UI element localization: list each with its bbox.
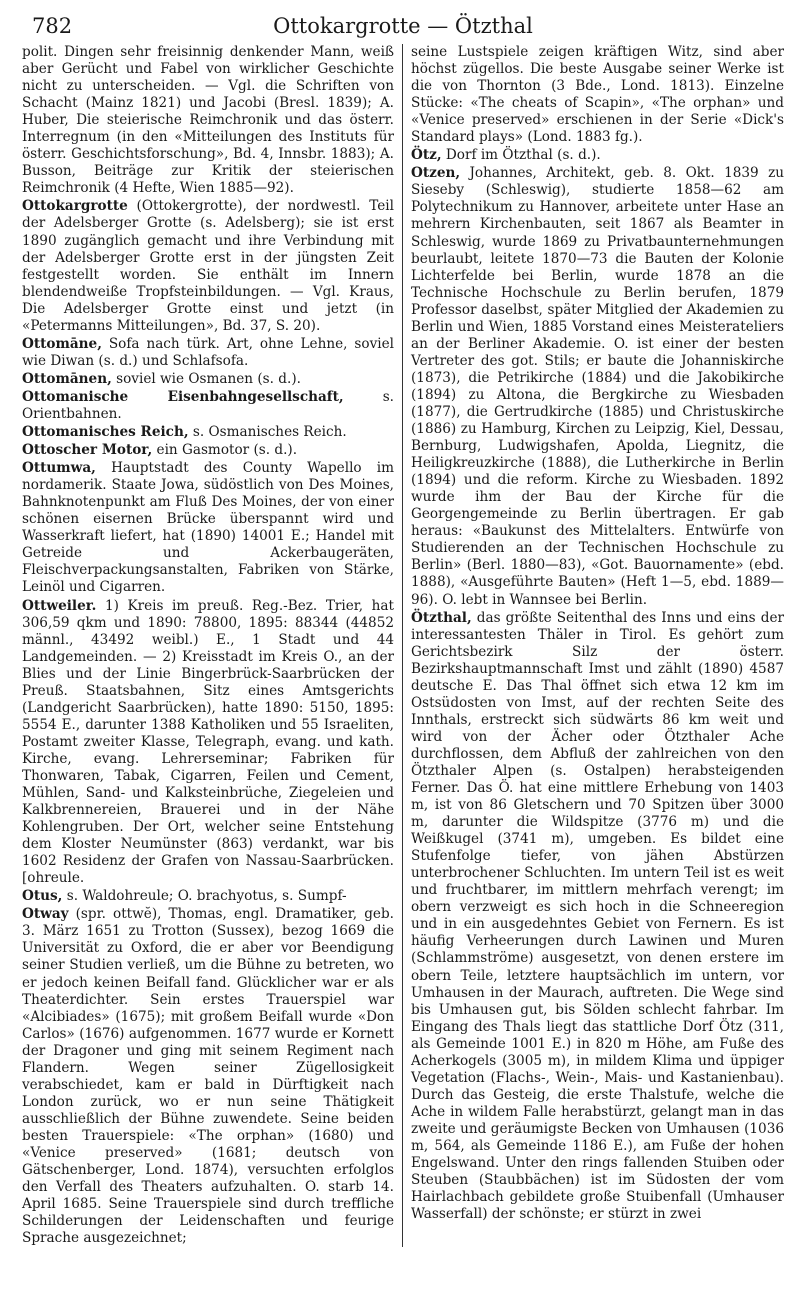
page-number: 782: [32, 14, 73, 38]
entry-headword: Ottokargrotte: [22, 198, 128, 215]
entry-otway-continuation: [411, 44, 784, 146]
entry-text: seine Lustspiele zeigen kräftigen Witz, sind aber höchst zügellos. Die beste Ausgabe seiner Werke ist die von Thornton (3 Bde., Lond. 1813). Einzelne Stücke: «The cheats of Scapin», «The orphan» und «Venice preserved» erschienen in der Serie «Dick's Standard plays» (Lond. 1883 fg.).: [411, 44, 784, 146]
entry-text: polit. Dingen sehr freisinnig denkender Mann, weiß aber Gerücht und Fabel von wirklicher Geschichte nicht zu unterscheiden. — Vgl. die Schriften von Schacht (Mainz 1821) und Jacobi (Bresl. 1839); A. Huber, Die steierische Reimchronik und das österr. Interregnum (in den «Mitteilungen des Instituts für österr. Geschichtsforschung», Bd. 4, Innsbr. 1883); A. Busson, Beiträge zur Kritik der steierischen Reimchronik (4 Hefte, Wien 1885—92).: [22, 44, 394, 197]
right-column: [403, 44, 784, 1247]
text-columns: [22, 44, 784, 1247]
entry-headword: Ottoscher Motor,: [22, 442, 153, 459]
entry-ottumwa: [22, 460, 394, 596]
left-column: [22, 44, 403, 1247]
entry-ottomanisches-reich: [22, 424, 394, 441]
entry-text: s. Waldohreule; O. brachyotus, s. Sumpf-: [62, 888, 347, 905]
entry-headword: Otway: [22, 906, 69, 923]
entry-otto-continuation: [22, 44, 394, 197]
entry-otus: [22, 888, 394, 905]
entry-headword: Ottomānen,: [22, 370, 112, 387]
entry-headword: Ottumwa,: [22, 460, 96, 477]
entry-ottomanische-eisenbahn: [22, 389, 394, 423]
entry-text: (spr. ottwĕ), Thomas, engl. Dramatiker, geb. 3. März 1651 zu Trotton (Sussex), bezog 1669 die Universität zu Oxford, die er aber vor Beendigung seiner Studien verließ, um die Bühne zu betreten, wo er jedoch keinen Beifall fand. Glücklicher war er als Theaterdichter. Sein erstes Trauerspiel war «Alcibiades» (1675); mit großem Beifall wurde «Don Carlos» (1676) aufgenommen. 1677 wurde er Kornett der Dragoner und ging mit seinem Regiment nach Flandern. Wegen seiner Zügellosigkeit verabschiedet, kam er bald in Dürftigkeit nach London zurück, wo er nun seine Thätigkeit ausschließlich der Bühne zuwendete. Seine beiden besten Trauerspiele: «The orphan» (1680) und «Venice preserved» (1681; deutsch von Gätschenberger, Lond. 1874), versuchten erfolglos den Verfall des Theaters aufzuhalten. O. starb 14. April 1685. Seine Trauerspiele sind durch treffliche Schilderungen der Leidenschaften und feurige Sprache ausgezeichnet;: [22, 906, 394, 1247]
entry-text: Dorf im Ötzthal (s. d.).: [441, 147, 601, 164]
entry-otzen: [411, 165, 784, 608]
entry-text: 1) Kreis im preuß. Reg.-Bez. Trier, hat 306,59 qkm und 1890: 78800, 1895: 88344 (44852 männl., 43492 weibl.) E., 1 Stadt und 44 Landgemeinden. — 2) Kreisstadt im Kreis O., an der Blies und der Linie Bingerbrück-Saarbrücken der Preuß. Staatsbahnen, Sitz eines Amtsgerichts (Landgericht Saarbrücken), hatte 1890: 5150, 1895: 5554 E., darunter 1388 Katholiken und 55 Israeliten, Postamt zweiter Klasse, Telegraph, evang. und kath. Kirche, evang. Lehrerseminar; Fabriken für Thonwaren, Tabak, Cigarren, Feilen und Cement, Mühlen, Sand- und Kalksteinbrüche, Ziegeleien und Kalkbrennereien, Brauerei und in der Nähe Kohlengruben. Der Ort, welcher seine Entstehung dem Kloster Neumünster (863) verdankt, war bis 1602 Residenz der Grafen von Nassau-Saarbrücken. [ohreule.: [22, 597, 394, 887]
entry-headword: Ötzthal,: [411, 609, 472, 626]
entry-text: s. Orientbahnen.: [22, 388, 394, 422]
entry-text: soviel wie Osmanen (s. d.).: [111, 370, 301, 387]
entry-text: Sofa nach türk. Art, ohne Lehne, soviel wie Diwan (s. d.) und Schlafsofa.: [22, 335, 394, 369]
entry-ottomanen: [22, 371, 394, 388]
entry-text: ein Gasmotor (s. d.).: [152, 442, 298, 459]
entry-headword: Ötz,: [411, 147, 442, 164]
entry-ottweiler: [22, 598, 394, 888]
entry-headword: Ottweiler.: [22, 597, 97, 614]
entry-otway: [22, 906, 394, 1247]
running-title: Ottokargrotte — Ötzthal: [273, 14, 533, 38]
entry-headword: Ottomanisches Reich,: [22, 424, 189, 441]
entry-headword: Otus,: [22, 888, 63, 905]
entry-text: (Ottokergrotte), der nordwestl. Teil der Adelsberger Grotte (s. Adelsberg); sie ist erst 1890 zugänglich gemacht und ihre Verbindung mit der Adelsberger Grotte erst in der jüngsten Zeit festgestellt worden. Sie enthält im Innern blendendweiße Tropfsteinbildungen. — Vgl. Kraus, Die Adelsberger Grotte einst und jetzt (in «Petermanns Mitteilungen», Bd. 37, S. 20).: [22, 198, 394, 334]
entry-headword: Otzen,: [411, 165, 461, 182]
entry-ottoscher-motor: [22, 442, 394, 459]
entry-ottokargrotte: [22, 198, 394, 334]
entry-ottomane: [22, 336, 394, 370]
entry-text: das größte Seitenthal des Inns und eins der interessantesten Thäler in Tirol. Es gehört zum Gerichtsbezirk Silz der österr. Bezirkshauptmannschaft Imst und zählt (1890) 4587 deutsche E. Das Thal öffnet sich etwa 12 km im Ostsüdosten von Imst, auf der rechten Seite des Innthals, erstreckt sich südwärts 86 km weit und wird von der Ächer oder Ötzthaler Ache durchflossen, dem Abfluß der zahlreichen von den Ötzthaler Alpen (s. Ostalpen) herabsteigenden Ferner. Das Ö. hat eine mittlere Erhebung von 1403 m, ist von 86 Gletschern und 70 Spitzen über 3000 m, darunter die Wildspitze (3776 m) und die Weißkugel (3741 m), umgeben. Es bildet eine Stufenfolge tiefer, von jähen Abstürzen unterbrochener Schluchten. Im untern Teil ist es weit und fruchtbarer, im mittlern mehrfach verengt; im obern verzweigt es sich hoch in die Schneeregion und in ein ausgedehntes Gebiet von Fernern. Es ist häufig Verheerungen durch Lawinen und Muren (Schlammströme) ausgesetzt, von denen erstere im obern Teile, letztere hauptsächlich im untern, vor Umhausen in der Maurach, auftreten. Die Wege sind bis Umhausen gut, bis Sölden schlecht fahrbar. Im Eingang des Thals liegt das stattliche Dorf Ötz (311, als Gemeinde 1001 E.) in 820 m Höhe, am Fuße des Acherkogels (3005 m), in mildem Klima und üppiger Vegetation (Flachs-, Wein-, Mais- und Kastanienbau). Durch das Gesteig, die erste Thalstufe, welche die Ache in wildem Falle herabstürzt, gelangt man in das zweite und geräumigste Becken von Umhausen (1036 m, 564, als Gemeinde 1186 E.), am Fuße der hohen Engelswand. Unter den rings fallenden Stuiben oder Steuben (Staubbächen) ist im Südosten der vom Hairlachbach gebildete große Stuibenfall (Umhauser Wasserfall) der schönste; er stürzt in zwei: [411, 609, 784, 1223]
page-header: [22, 0, 784, 44]
entry-headword: Ottomāne,: [22, 335, 102, 352]
entry-text: Johannes, Architekt, geb. 8. Okt. 1839 zu Sieseby (Schleswig), studierte 1858—62 am Polytechnikum zu Hannover, arbeitete unter Hase an mehrern Kirchenbauten, seit 1867 als Beamter in Schleswig, wurde 1869 zu Privatbaunternehmungen beurlaubt, leitete 1870—73 die Bauten der Kolonie Lichterfelde bei Berlin, wurde 1878 an die Technische Hochschule zu Berlin berufen, 1879 Professor daselbst, später Mitglied der Akademien zu Berlin und Wien, 1885 Vorstand eines Meisterateliers an der Berliner Akademie. O. ist einer der besten Vertreter des got. Stils; er baute die Johanniskirche (1873), die Petrikirche (1884) und die Jakobikirche (1894) zu Altona, die Bergkirche zu Wiesbaden (1877), die Gertrudkirche (1885) und Christuskirche (1886) zu Hamburg, Kirchen zu Leipzig, Kiel, Dessau, Bernburg, Ludwigshafen, Apolda, Liegnitz, die Heiligkreuzkirche (1888), die Lutherkirche in Berlin (1894) und die reform. Kirche zu Wiesbaden. 1892 wurde ihm der Bau der Kirche für die Georgengemeinde zu Berlin übertragen. Er gab heraus: «Baukunst des Mittelalters. Entwürfe von Studierenden an der Technischen Hochschule zu Berlin» (Berl. 1880—83), «Got. Bauornamente» (ebd. 1888), «Ausgeführte Bauten» (Heft 1—5, ebd. 1889—96). O. lebt in Wannsee bei Berlin.: [411, 165, 784, 608]
entry-headword: Ottomanische Eisenbahngesellschaft,: [22, 388, 344, 405]
entry-text: Hauptstadt des County Wapello im nordamerik. Staate Jowa, südöstlich von Des Moines, Bahnknotenpunkt am Fluß Des Moines, der von einer schönen eisernen Brücke überspannt wird und Wasserkraft liefert, hat (1890) 14001 E.; Handel mit Getreide und Ackerbaugeräten, Fleischverpackungsanstalten, Fabriken von Stärke, Leinöl und Cigarren.: [22, 460, 394, 596]
entry-oetz: [411, 147, 784, 164]
entry-oetzthal: [411, 610, 784, 1224]
entry-text: s. Osmanisches Reich.: [188, 424, 347, 441]
